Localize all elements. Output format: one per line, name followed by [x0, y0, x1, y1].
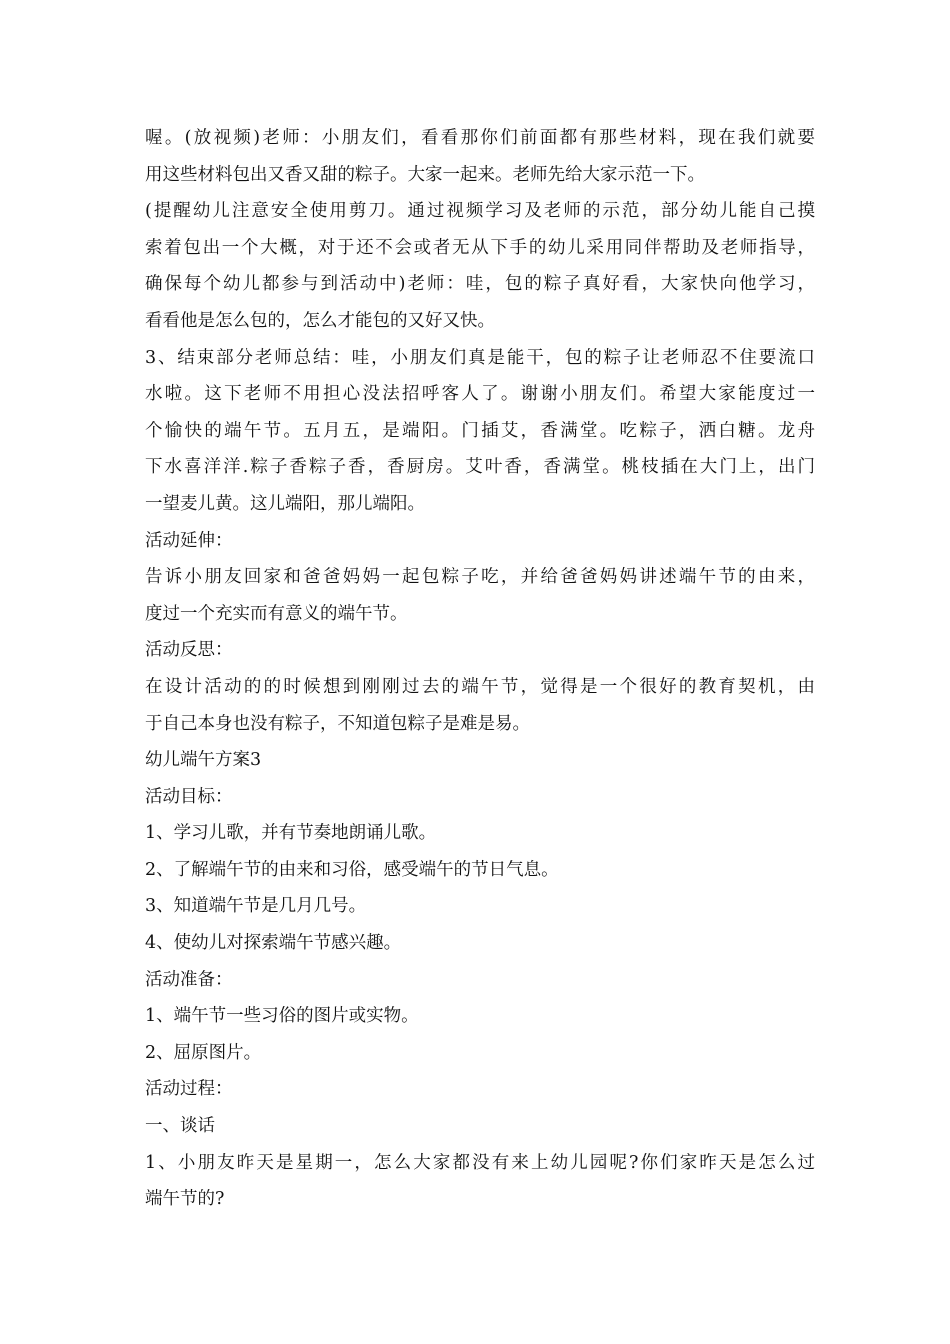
- text-line: 幼儿端午方案3: [145, 750, 262, 771]
- text-line: 1、学习儿歌，并有节奏地朗诵儿歌。: [145, 823, 437, 844]
- text-line: 1、端午节一些习俗的图片或实物。: [145, 1006, 419, 1027]
- text-line: 活动延伸：: [145, 530, 233, 551]
- text-line: 端午节的?: [145, 1189, 225, 1210]
- text-line: 1、小朋友昨天是星期一，怎么大家都没有来上幼儿园呢?你们家昨天是怎么过: [145, 1152, 815, 1173]
- text-line: 度过一个充实而有意义的端午节。: [145, 603, 408, 624]
- text-line: 一、谈话: [145, 1116, 215, 1137]
- text-line: 于自己本身也没有粽子，不知道包粽子是难是易。: [145, 713, 530, 734]
- text-line: 用这些材料包出又香又甜的粽子。大家一起来。老师先给大家示范一下。: [145, 164, 705, 185]
- text-line: 活动过程：: [145, 1079, 233, 1100]
- text-line: 确保每个幼儿都参与到活动中)老师：哇，包的粽子真好看，大家快向他学习，: [145, 274, 815, 295]
- text-line: 一望麦儿黄。这儿端阳，那儿端阳。: [145, 493, 425, 514]
- text-line: 活动反思：: [145, 640, 233, 661]
- text-line: 个愉快的端午节。五月五，是端阳。门插艾，香满堂。吃粽子，洒白糖。龙舟: [145, 420, 815, 441]
- text-line: 4、使幼儿对探索端午节感兴趣。: [145, 933, 402, 954]
- text-line: 2、了解端午节的由来和习俗，感受端午的节日气息。: [145, 859, 559, 880]
- text-line: 看看他是怎么包的，怎么才能包的又好又快。: [145, 310, 495, 331]
- text-line: (提醒幼儿注意安全使用剪刀。通过视频学习及老师的示范，部分幼儿能自己摸: [145, 201, 815, 222]
- text-line: 在设计活动的的时候想到刚刚过去的端午节，觉得是一个很好的教育契机，由: [145, 676, 815, 697]
- text-line: 活动目标：: [145, 786, 233, 807]
- text-line: 水啦。这下老师不用担心没法招呼客人了。谢谢小朋友们。希望大家能度过一: [145, 384, 815, 405]
- document-body: [145, 120, 815, 1218]
- text-line: 活动准备：: [145, 969, 233, 990]
- text-line: 喔。(放视频)老师：小朋友们，看看那你们前面都有那些材料，现在我们就要: [145, 128, 815, 148]
- text-line: 2、屈原图片。: [145, 1042, 262, 1063]
- text-line: 3、知道端午节是几月几号。: [145, 896, 367, 917]
- text-line: 索着包出一个大概，对于还不会或者无从下手的幼儿采用同伴帮助及老师指导，: [145, 237, 815, 258]
- text-line: 告诉小朋友回家和爸爸妈妈一起包粽子吃，并给爸爸妈妈讲述端午节的由来，: [145, 567, 815, 588]
- text-line: 3、结束部分老师总结：哇，小朋友们真是能干，包的粽子让老师忍不住要流口: [145, 347, 815, 368]
- text-line: 下水喜洋洋.粽子香粽子香，香厨房。艾叶香，香满堂。桃枝插在大门上，出门: [145, 457, 815, 478]
